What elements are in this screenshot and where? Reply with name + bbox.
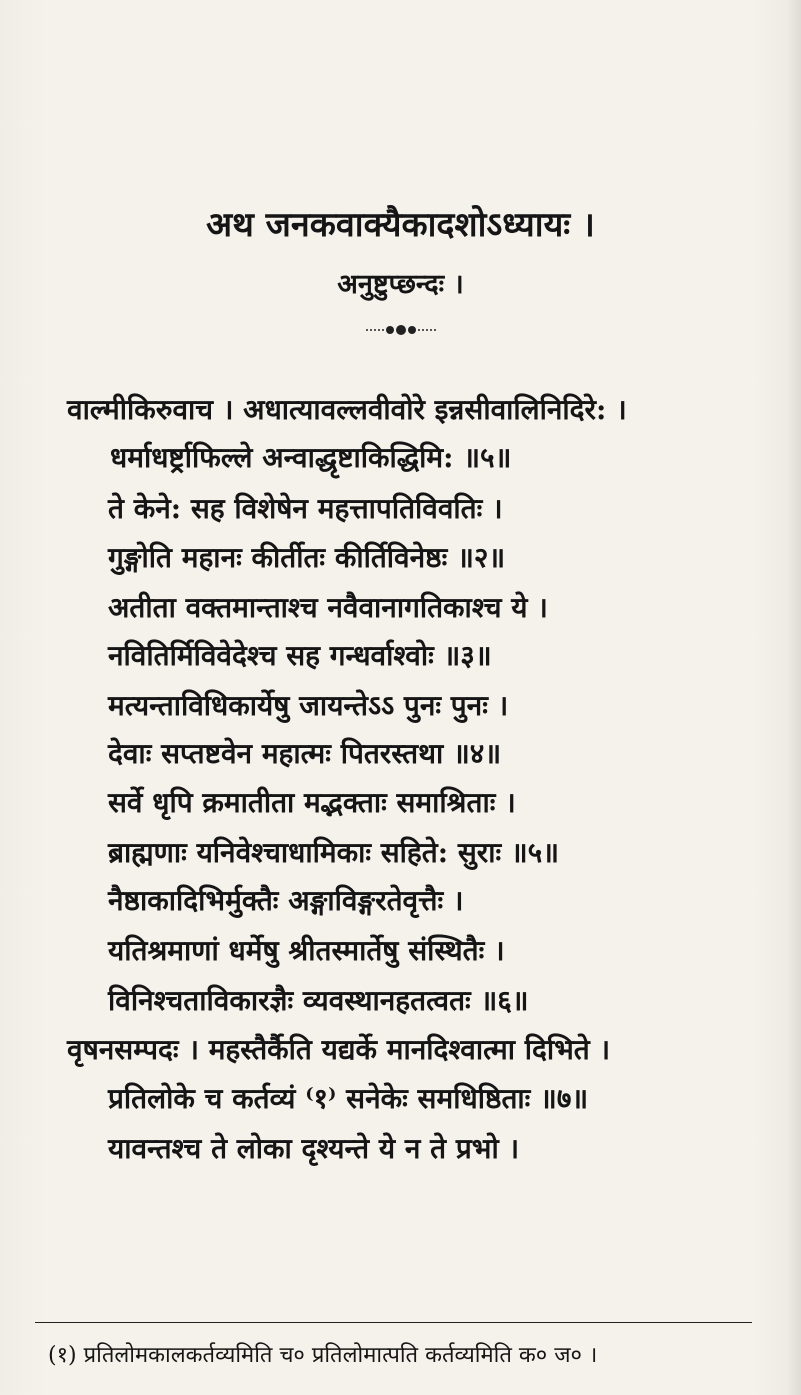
verse-line: धर्माधर्ष्ट्राफिल्ले अन्वाद्धृष्टाकिद्धिमि: ॥५॥: [110, 441, 512, 474]
verse-line: सर्वे धृपि क्रमातीता मद्भक्ताः समाश्रिताः ।: [108, 786, 516, 819]
verse-line: ते केने: सह विशेषेन महत्तापतिविवतिः ।: [108, 492, 503, 525]
verse-line: ब्राह्मणाः यनिवेश्चाधामिकाः सहिते: सुराः ॥५॥: [108, 836, 559, 869]
verse-line: यावन्तश्च ते लोका दृश्यन्ते ये न ते प्रभो ।: [108, 1132, 520, 1165]
verse-line: गुङ्गोति महानः कीर्तीतः कीर्तिविनेष्ठः ॥२॥: [108, 541, 506, 574]
chapter-title: अथ जनकवाक्यैकादशोऽध्यायः ।: [206, 205, 595, 245]
verse-line: विनिश्चताविकारज्ञैः व्यवस्थानहतत्वतः ॥६॥: [108, 984, 529, 1017]
ornament-divider-icon: [366, 322, 436, 338]
verse-line: नैष्ठाकादिभिर्मुक्तैः अङ्गाविङ्गरतेवृत्तैः ।: [108, 884, 464, 917]
verse-line: नवितिर्मिविवेदेश्च सह गन्धर्वाश्वोः ॥३॥: [108, 639, 492, 672]
footnote-rule: [35, 1322, 752, 1323]
verse-line: प्रतिलोके च कर्तव्यं ⁽१⁾ सनेकेः समधिष्ठिताः ॥७॥: [108, 1082, 589, 1115]
chapter-subtitle: अनुष्टुप्छन्दः ।: [337, 269, 464, 300]
verse-line: अतीता वक्तमान्ताश्च नवैवानागतिकाश्च ये ।: [108, 591, 548, 624]
verse-line: देवाः सप्तष्टवेन महात्मः पितरस्तथा ॥४॥: [108, 737, 502, 770]
footnote: (१) प्रतिलोमकालकर्तव्यमिति च० प्रतिलोमात्पति कर्तव्यमिति क० ज० ।: [48, 1343, 598, 1368]
verse-line: वाल्मीकिरुवाच । अधात्यावल्लवीवोरे इन्नसीवालिनिदिरे: ।: [67, 393, 627, 426]
verse-line: वृषनसम्पदः । महस्तैर्कैति यद्यर्के मानदिश्वात्मा दिभिते ।: [67, 1033, 611, 1066]
verse-line: मत्यन्ताविधिकार्येषु जायन्तेऽऽ पुनः पुनः ।: [108, 689, 509, 722]
verse-line: यतिश्रमाणां धर्मेषु श्रीतस्मार्तेषु संस्थितैः ।: [108, 934, 505, 967]
